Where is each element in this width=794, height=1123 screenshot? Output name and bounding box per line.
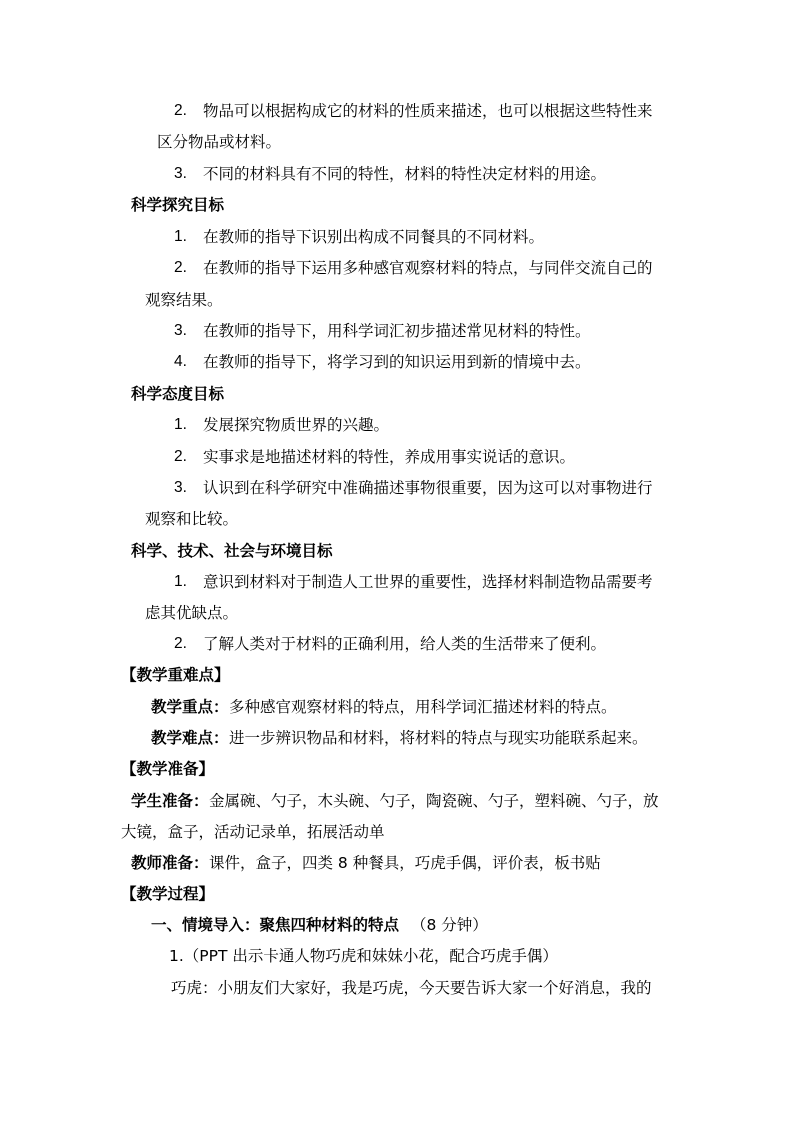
teacher-prep-label: 教师准备： bbox=[131, 854, 209, 872]
list-item-text-continued: 虑其优缺点。 bbox=[145, 604, 239, 622]
section1-time: （8 分钟） bbox=[411, 916, 488, 934]
student-prep-text-continued: 大镜，盒子，活动记录单，拓展活动单 bbox=[121, 823, 385, 841]
section-heading-inquiry: 科学探究目标 bbox=[131, 196, 225, 214]
list-item-text: 在教师的指导下，用科学词汇初步描述常见材料的特性。 bbox=[203, 322, 591, 340]
step1-text: 1.（PPT 出示卡通人物巧虎和妹妹小花，配合巧虎手偶） bbox=[169, 947, 558, 965]
key-points-heading: 【教学重难点】 bbox=[121, 666, 230, 684]
list-number: 1. bbox=[174, 416, 187, 433]
list-item-text: 物品可以根据构成它的材料的性质来描述，也可以根据这些特性来 bbox=[203, 102, 653, 120]
list-number: 1. bbox=[174, 228, 187, 245]
teacher-prep-text: 课件，盒子，四类 8 种餐具，巧虎手偶，评价表，板书贴 bbox=[209, 854, 601, 872]
list-item-text: 了解人类对于材料的正确利用，给人类的生活带来了便利。 bbox=[203, 635, 607, 653]
student-prep-text: 金属碗、勺子，木头碗、勺子，陶瓷碗、勺子，塑料碗、勺子，放 bbox=[209, 792, 659, 810]
list-item-text-continued: 观察和比较。 bbox=[145, 510, 239, 528]
list-number: 3. bbox=[174, 479, 187, 496]
list-number: 2. bbox=[174, 102, 187, 119]
list-item-text: 认识到在科学研究中准确描述事物很重要，因为这可以对事物进行 bbox=[203, 479, 653, 497]
list-item-text: 发展探究物质世界的兴趣。 bbox=[203, 416, 390, 434]
difficulty-text: 进一步辨识物品和材料，将材料的特点与现实功能联系起来。 bbox=[229, 729, 648, 747]
section-heading-attitude: 科学态度目标 bbox=[131, 385, 225, 403]
list-number: 4. bbox=[174, 353, 187, 370]
list-number: 2. bbox=[174, 635, 187, 652]
list-item-text: 在教师的指导下运用多种感官观察材料的特点，与同伴交流自己的 bbox=[203, 259, 653, 277]
list-number: 2. bbox=[174, 448, 187, 465]
list-number: 1. bbox=[174, 573, 187, 590]
list-item-text: 在教师的指导下，将学习到的知识运用到新的情境中去。 bbox=[203, 353, 591, 371]
dialog-text: 巧虎：小朋友们大家好，我是巧虎，今天要告诉大家一个好消息，我的 bbox=[171, 979, 652, 997]
list-item-text: 不同的材料具有不同的特性，材料的特性决定材料的用途。 bbox=[203, 165, 607, 183]
student-prep-label: 学生准备： bbox=[131, 792, 209, 810]
section1-title: 一、情境导入：聚焦四种材料的特点 bbox=[151, 916, 400, 934]
list-number: 3. bbox=[174, 165, 187, 182]
list-number: 3. bbox=[174, 322, 187, 339]
list-item-text: 在教师的指导下识别出构成不同餐具的不同材料。 bbox=[203, 228, 545, 246]
list-item-text: 意识到材料对于制造人工世界的重要性，选择材料制造物品需要考 bbox=[203, 573, 653, 591]
focus-label: 教学重点： bbox=[151, 698, 229, 716]
process-heading: 【教学过程】 bbox=[121, 885, 215, 903]
difficulty-label: 教学难点： bbox=[151, 729, 229, 747]
list-item-text-continued: 观察结果。 bbox=[145, 291, 223, 309]
section-heading-stse: 科学、技术、社会与环境目标 bbox=[131, 542, 333, 560]
list-item-text: 实事求是地描述材料的特性，养成用事实说话的意识。 bbox=[203, 448, 576, 466]
list-item-text-continued: 区分物品或材料。 bbox=[157, 133, 282, 151]
preparation-heading: 【教学准备】 bbox=[121, 760, 215, 778]
list-number: 2. bbox=[174, 259, 187, 276]
focus-text: 多种感官观察材料的特点，用科学词汇描述材料的特点。 bbox=[229, 698, 617, 716]
